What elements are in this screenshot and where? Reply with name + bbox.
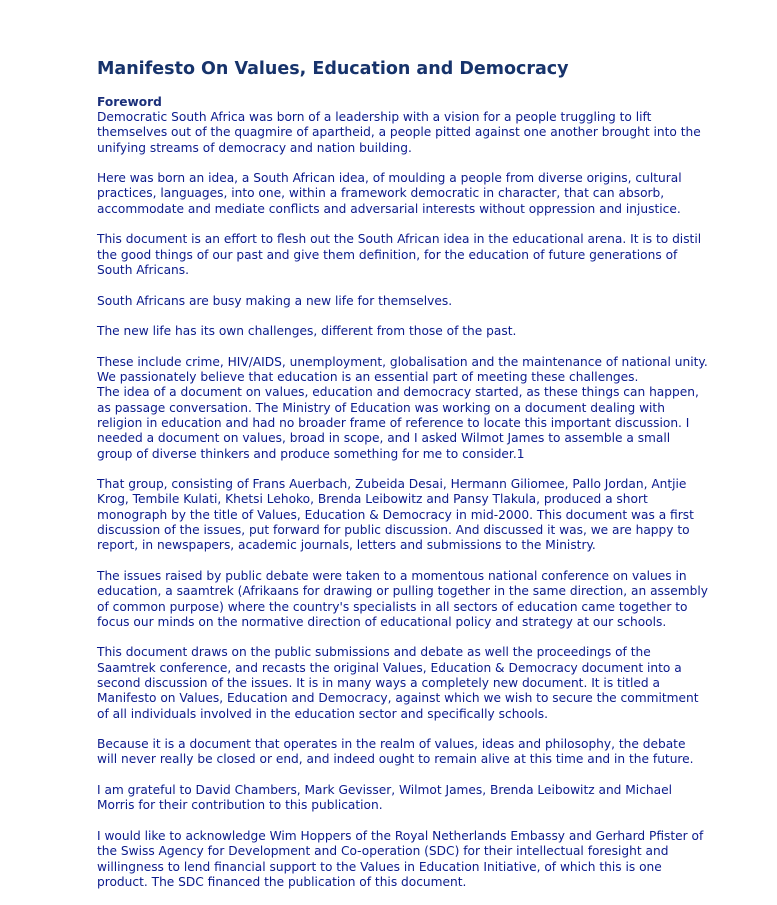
paragraph: The issues raised by public debate were taken to a momentous national conference on values in education, a saamtrek (Afrikaans for drawing or pulling together in the same direction, an assembly of common purpose) where the country's specialists in all sectors of education came together to focus our minds on the normative direction of educational policy and strategy at our schools. [97, 568, 708, 629]
document-title: Manifesto On Values, Education and Democracy [97, 59, 569, 79]
paragraph: I would like to acknowledge Wim Hoppers of the Royal Netherlands Embassy and Gerhard Pfister of the Swiss Agency for Development and Co-operation (SDC) for their intellectual foresight and willingness to lend financial support to the Values in Education Initiative, of which this is one product. The SDC financed the publication of this document. [97, 828, 704, 889]
paragraph: Democratic South Africa was born of a leadership with a vision for a people truggling to lift themselves out of the quagmire of apartheid, a people pitted against one another brought into the unifying streams of democracy and nation building. [97, 110, 701, 155]
paragraph: South Africans are busy making a new life for themselves. [97, 293, 453, 308]
paragraph: That group, consisting of Frans Auerbach, Zubeida Desai, Hermann Giliomee, Pallo Jordan, Antjie Krog, Tembile Kulati, Khetsi Lehoko, Brenda Leibowitz and Pansy Tlakula, produced a short monograph by the title of Values, Education & Democracy in mid-2000. This document was a first discussion of the issues, put forward for public discussion. And discussed it was, we are happy to report, in newspapers, academic journals, letters and submissions to the Ministry. [97, 477, 694, 553]
paragraph: Here was born an idea, a South African idea, of moulding a people from diverse origins, cultural practices, languages, into one, within a framework democratic in character, that can absorb, accommodate and mediate conflicts and adversarial interests without oppression and injustice. [97, 171, 682, 216]
paragraph: Because it is a document that operates in the realm of values, ideas and philosophy, the debate will never really be closed or end, and indeed ought to remain alive at this time and in the future. [97, 737, 694, 767]
paragraph: The new life has its own challenges, different from those of the past. [97, 324, 517, 339]
paragraph: These include crime, HIV/AIDS, unemployment, globalisation and the maintenance of national unity. We passionately believe that education is an essential part of meeting these challenges. [97, 354, 708, 385]
section-heading-foreword: Foreword [97, 95, 162, 109]
paragraph: I am grateful to David Chambers, Mark Gevisser, Wilmot James, Brenda Leibowitz and Michael Morris for their contribution to this publication. [97, 783, 672, 813]
paragraph: This document is an effort to flesh out the South African idea in the educational arena. It is to distil the good things of our past and give them definition, for the education of future generations of South Africans. [97, 232, 702, 277]
document-page [97, 58, 709, 905]
paragraph: The idea of a document on values, education and democracy started, as these things can happen, as passage conversation. The Ministry of Education was working on a document dealing with religion in education and had no broader frame of reference to locate this important discussion. I needed a document on values, broad in scope, and I asked Wilmot James to assemble a small group of diverse thinkers and produce something for me to consider.1 [97, 385, 699, 461]
paragraph: This document draws on the public submissions and debate as well the proceedings of the Saamtrek conference, and recasts the original Values, Education & Democracy document into a second discussion of the issues. It is in many ways a completely new document. It is titled a Manifesto on Values, Education and Democracy, against which we wish to secure the commitment of all individuals involved in the education sector and specifically schools. [97, 645, 699, 721]
